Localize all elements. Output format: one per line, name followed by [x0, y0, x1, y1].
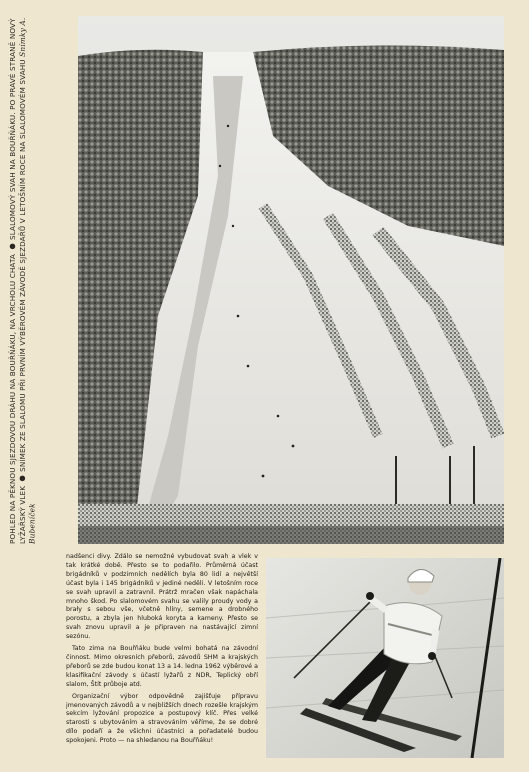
ski-slope-photo — [78, 16, 504, 544]
slalom-skier-photo — [266, 558, 504, 758]
photo-caption — [8, 14, 66, 544]
caption-text: POHLED NA PĚKNOU SJEZDOVOU DRÁHU NA BOUŘŇÁKU, NA VRCHOLU CHATA ● SLALOMOVÝ SVAH NA BOUŘŇÁKU. PO PRAVÉ STRANĚ NOVÝ LYŽAŘSKÝ VLEK ● SNÍMEK ZE SLALOMU PŘI PRVNÍM VÝBĚROVÉM ZÁVODĚ SJEZDAŘŮ V LETOŠNÍM ROCE NA SLALOMOVÉM SVAHU — [8, 18, 27, 544]
ski-slope-illustration — [78, 16, 504, 544]
article-text — [66, 553, 258, 765]
article-paragraph-2: Tato zima na Bouřňáku bude velmi bohatá na závodní činnost. Mimo okresních přeborů, závodů SHM a krajských přeborů se zde budou konat 13 a 14. ledna 1962 výběrové a klasifikační závody s účastí lyžařů z NDR, Teplický obří slalom, Štít průboje atd. — [66, 645, 258, 688]
article-paragraph-3: Organizační výbor odpovědně zajišťuje přípravu jmenovaných závodů a v nejbližších dnech rozešle krajským sekcím lyžování propozice a postupový klíč. Přes velké starosti s ubytováním a stravováním věříme, že se dobré dílo podaří a že všichni účastníci a pořadatelé budou spokojeni. Proto — na shledanou na Bouřňáku! — [66, 692, 258, 745]
slalom-skier-illustration — [266, 558, 504, 758]
article-paragraph-1: nadšenci divy. Zdálo se nemožné vybudovat svah a vlek v tak krátké době. Přesto se to podařilo. Průměrná účast brigádníků v podzimních nedělích byla 80 lidí a největší účast byla i 145 brigádníků v jediné neděli. V letošním roce se svah upravil a zatravnil. Prátrž mračen však napáchala mnoho škod. Po slalomovém svahu se valily proudy vody a brały s sebou vše, včetně hlíny, semene a drobného porostu, a zbyla jen hluboká koryta a kameny. Přesto se svah znovu upravil a je připraven na nastávající zimní sezónu. — [66, 553, 258, 641]
photo-credit: Snímky A. Bubeníček — [17, 17, 37, 544]
